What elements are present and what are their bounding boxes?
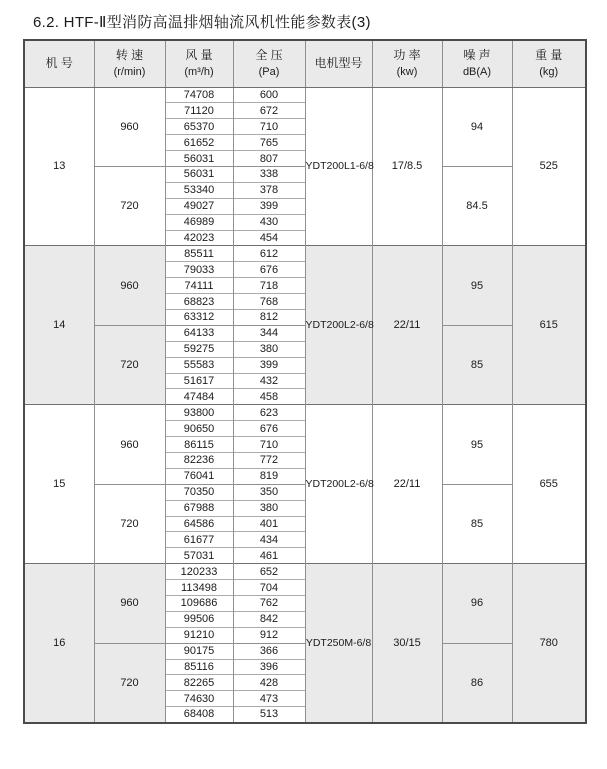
pressure-cell: 612: [233, 246, 305, 262]
flow-cell: 76041: [165, 468, 233, 484]
header-label: 转 速: [115, 48, 144, 63]
pressure-cell: 430: [233, 214, 305, 230]
noise-cell: 85: [442, 325, 512, 404]
machine-no-cell: 13: [24, 87, 94, 246]
noise-cell: 94: [442, 87, 512, 166]
flow-cell: 70350: [165, 484, 233, 500]
flow-cell: 109686: [165, 596, 233, 612]
weight-cell: 525: [512, 87, 586, 246]
flow-cell: 93800: [165, 405, 233, 421]
pressure-cell: 819: [233, 468, 305, 484]
pressure-cell: 704: [233, 580, 305, 596]
flow-cell: 86115: [165, 437, 233, 453]
noise-cell: 95: [442, 246, 512, 325]
pressure-cell: 434: [233, 532, 305, 548]
header-unit: (kw): [396, 65, 418, 78]
header-label: 电机型号: [314, 55, 363, 70]
pressure-cell: 768: [233, 294, 305, 310]
flow-cell: 99506: [165, 611, 233, 627]
table-header: [24, 40, 586, 87]
flow-cell: 120233: [165, 564, 233, 580]
pressure-cell: 672: [233, 103, 305, 119]
flow-cell: 90175: [165, 643, 233, 659]
pressure-cell: 676: [233, 421, 305, 437]
page-title: 6.2. HTF-Ⅱ型消防高温排烟轴流风机性能参数表(3): [33, 14, 371, 31]
flow-cell: 71120: [165, 103, 233, 119]
flow-cell: 56031: [165, 151, 233, 167]
pressure-cell: 380: [233, 341, 305, 357]
speed-cell: 720: [94, 166, 165, 245]
header-label: 噪 声: [463, 48, 491, 63]
flow-cell: 46989: [165, 214, 233, 230]
pressure-cell: 432: [233, 373, 305, 389]
pressure-cell: 350: [233, 484, 305, 500]
flow-cell: 74111: [165, 278, 233, 294]
pressure-cell: 458: [233, 389, 305, 405]
pressure-cell: 842: [233, 611, 305, 627]
flow-cell: 61677: [165, 532, 233, 548]
flow-cell: 61652: [165, 135, 233, 151]
speed-cell: 720: [94, 484, 165, 563]
flow-cell: 57031: [165, 548, 233, 564]
header-unit: (m³/h): [184, 65, 214, 78]
noise-cell: 84.5: [442, 166, 512, 245]
noise-cell: 95: [442, 405, 512, 484]
pressure-cell: 401: [233, 516, 305, 532]
header-unit: (r/min): [113, 65, 146, 78]
motor-cell: YDT200L2-6/8: [305, 246, 372, 405]
pressure-cell: 366: [233, 643, 305, 659]
header-cell: [165, 40, 233, 87]
pressure-cell: 765: [233, 135, 305, 151]
weight-cell: 615: [512, 246, 586, 405]
pressure-cell: 912: [233, 627, 305, 643]
flow-cell: 65370: [165, 119, 233, 135]
flow-cell: 68408: [165, 707, 233, 723]
speed-cell: 960: [94, 87, 165, 166]
table-row: [24, 564, 586, 580]
pressure-cell: 338: [233, 166, 305, 182]
flow-cell: 55583: [165, 357, 233, 373]
performance-table: [23, 39, 587, 724]
flow-cell: 47484: [165, 389, 233, 405]
flow-cell: 74708: [165, 87, 233, 103]
noise-cell: 86: [442, 643, 512, 722]
flow-cell: 68823: [165, 294, 233, 310]
flow-cell: 113498: [165, 580, 233, 596]
header-cell: [442, 40, 512, 87]
pressure-cell: 461: [233, 548, 305, 564]
table-row: [24, 405, 586, 421]
power-cell: 22/11: [372, 246, 442, 405]
flow-cell: 42023: [165, 230, 233, 246]
table-row: [24, 87, 586, 103]
machine-no-cell: 16: [24, 564, 94, 723]
header-label: 功 率: [393, 48, 421, 63]
weight-cell: 780: [512, 564, 586, 723]
pressure-cell: 454: [233, 230, 305, 246]
header-unit: (kg): [539, 65, 559, 78]
flow-cell: 82236: [165, 452, 233, 468]
pressure-cell: 399: [233, 357, 305, 373]
weight-cell: 655: [512, 405, 586, 564]
header-row: [24, 40, 586, 87]
flow-cell: 53340: [165, 182, 233, 198]
header-label: 机 号: [45, 55, 73, 70]
header-label: 风 量: [185, 48, 213, 63]
power-cell: 17/8.5: [372, 87, 442, 246]
flow-cell: 56031: [165, 166, 233, 182]
pressure-cell: 396: [233, 659, 305, 675]
machine-no-cell: 15: [24, 405, 94, 564]
power-cell: 30/15: [372, 564, 442, 723]
speed-cell: 960: [94, 564, 165, 643]
flow-cell: 64133: [165, 325, 233, 341]
noise-cell: 96: [442, 564, 512, 643]
motor-cell: YDT200L2-6/8: [305, 405, 372, 564]
header-unit: (Pa): [258, 65, 280, 78]
pressure-cell: 600: [233, 87, 305, 103]
pressure-cell: 473: [233, 691, 305, 707]
flow-cell: 82265: [165, 675, 233, 691]
pressure-cell: 380: [233, 500, 305, 516]
power-cell: 22/11: [372, 405, 442, 564]
flow-cell: 85116: [165, 659, 233, 675]
pressure-cell: 762: [233, 596, 305, 612]
flow-cell: 67988: [165, 500, 233, 516]
header-cell: [94, 40, 165, 87]
speed-cell: 720: [94, 643, 165, 722]
flow-cell: 59275: [165, 341, 233, 357]
flow-cell: 74630: [165, 691, 233, 707]
pressure-cell: 710: [233, 437, 305, 453]
pressure-cell: 513: [233, 707, 305, 723]
flow-cell: 91210: [165, 627, 233, 643]
header-cell: [372, 40, 442, 87]
speed-cell: 960: [94, 405, 165, 484]
flow-cell: 79033: [165, 262, 233, 278]
pressure-cell: 718: [233, 278, 305, 294]
flow-cell: 64586: [165, 516, 233, 532]
pressure-cell: 807: [233, 151, 305, 167]
motor-cell: YDT250M-6/8: [305, 564, 372, 723]
pressure-cell: 710: [233, 119, 305, 135]
header-cell: [512, 40, 586, 87]
header-unit: dB(A): [462, 65, 492, 78]
header-label: 重 量: [535, 48, 563, 63]
table-row: [24, 246, 586, 262]
pressure-cell: 812: [233, 309, 305, 325]
header-label: 全 压: [255, 48, 283, 63]
table-body: [24, 87, 586, 723]
flow-cell: 90650: [165, 421, 233, 437]
pressure-cell: 378: [233, 182, 305, 198]
page: [0, 11, 607, 724]
pressure-cell: 399: [233, 198, 305, 214]
speed-cell: 720: [94, 325, 165, 404]
flow-cell: 63312: [165, 309, 233, 325]
motor-cell: YDT200L1-6/8: [305, 87, 372, 246]
pressure-cell: 652: [233, 564, 305, 580]
flow-cell: 49027: [165, 198, 233, 214]
pressure-cell: 344: [233, 325, 305, 341]
pressure-cell: 623: [233, 405, 305, 421]
pressure-cell: 428: [233, 675, 305, 691]
speed-cell: 960: [94, 246, 165, 325]
header-cell: [233, 40, 305, 87]
pressure-cell: 676: [233, 262, 305, 278]
noise-cell: 85: [442, 484, 512, 563]
header-cell: [24, 40, 94, 87]
pressure-cell: 772: [233, 452, 305, 468]
flow-cell: 85511: [165, 246, 233, 262]
machine-no-cell: 14: [24, 246, 94, 405]
flow-cell: 51617: [165, 373, 233, 389]
header-cell: [305, 40, 372, 87]
